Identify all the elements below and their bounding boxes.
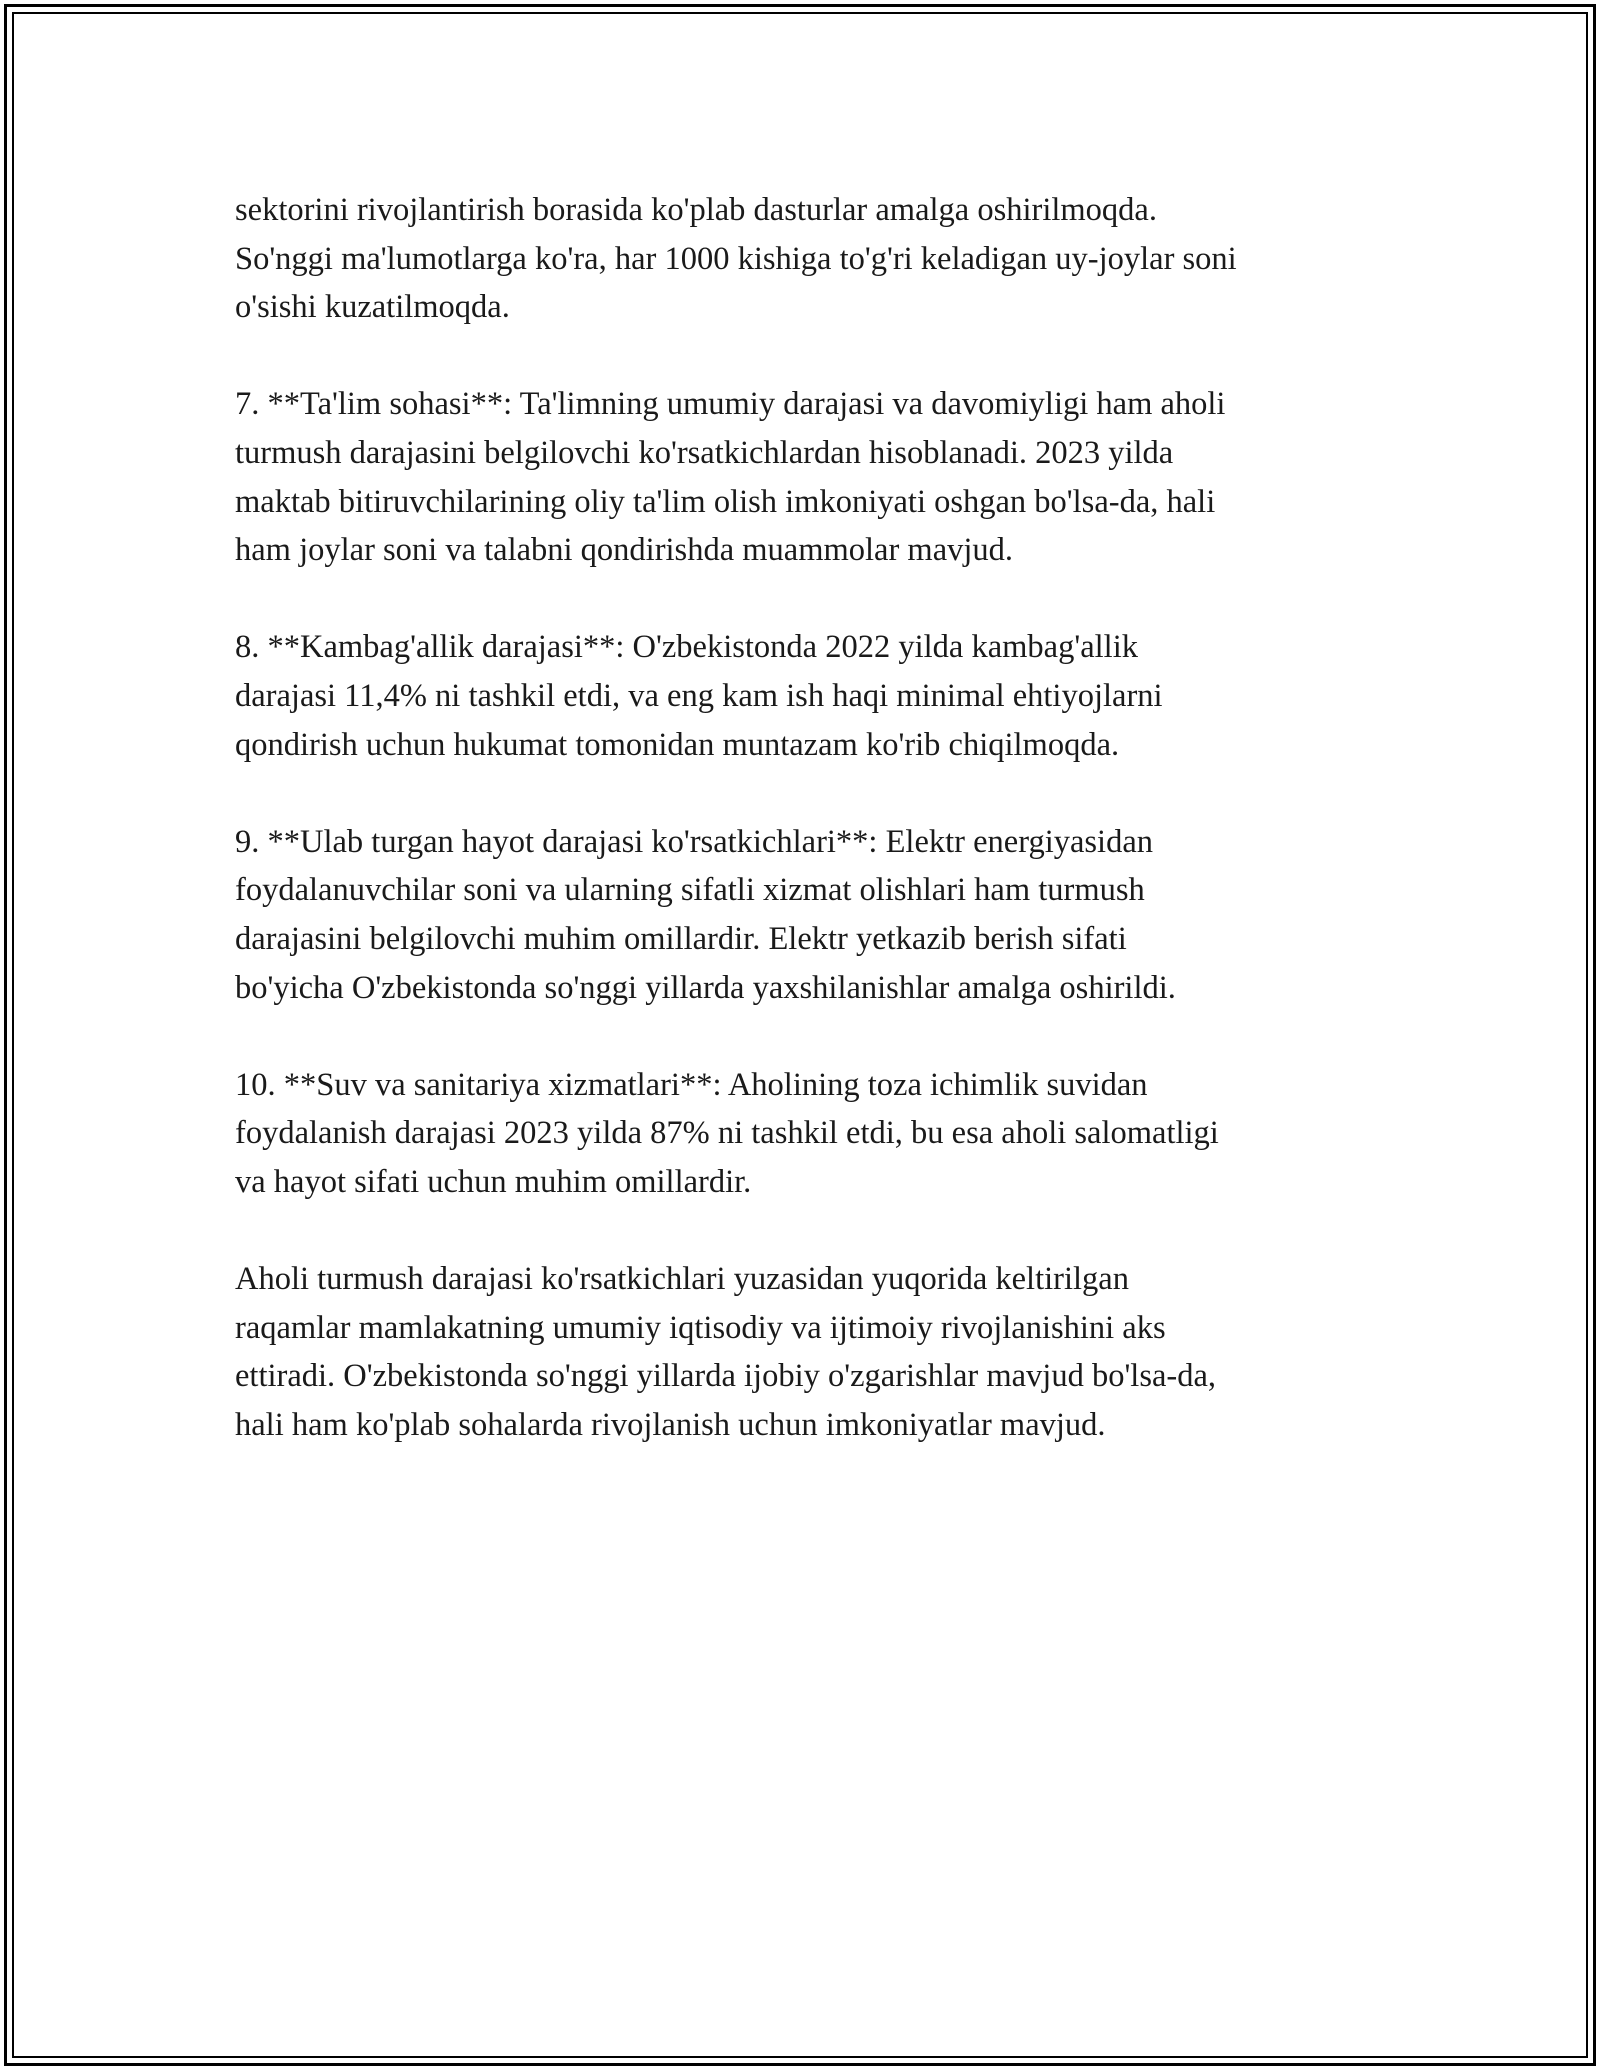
text-line: foydalanish darajasi 2023 yilda 87% ni tashkil etdi, bu esa aholi salomatligi xyxy=(235,1115,1219,1152)
text-line: va hayot sifati uchun muhim omillardir. xyxy=(235,1163,752,1200)
text-line: 7. **Ta'lim sohasi**: Ta'limning umumiy darajasi va davomiyligi ham aholi xyxy=(235,386,1226,423)
text-line: Aholi turmush darajasi ko'rsatkichlari yuzasidan yuqorida keltirilgan xyxy=(235,1261,1129,1298)
text-line: So'nggi ma'lumotlarga ko'ra, har 1000 kishiga to'g'ri keladigan uy-joylar soni xyxy=(235,240,1237,277)
text-line: darajasini belgilovchi muhim omillardir. Elektr yetkazib berish sifati xyxy=(235,920,1127,957)
paragraph-item-9-electricity xyxy=(235,818,1385,1012)
text-line: bo'yicha O'zbekistonda so'nggi yillarda yaxshilanishlar amalga oshirildi. xyxy=(235,969,1176,1006)
text-line: turmush darajasini belgilovchi ko'rsatkichlardan hisoblanadi. 2023 yilda xyxy=(235,434,1174,471)
text-line: hali ham ko'plab sohalarda rivojlanish uchun imkoniyatlar mavjud. xyxy=(235,1406,1106,1443)
paragraph-item-7-education xyxy=(235,380,1385,574)
text-line: 8. **Kambag'allik darajasi**: O'zbekistonda 2022 yilda kambag'allik xyxy=(235,629,1138,666)
text-line: o'sishi kuzatilmoqda. xyxy=(235,289,510,326)
text-line: qondirish uchun hukumat tomonidan muntazam ko'rib chiqilmoqda. xyxy=(235,726,1120,763)
text-line: raqamlar mamlakatning umumiy iqtisodiy va ijtimoiy rivojlanishini aks xyxy=(235,1309,1166,1346)
text-line: maktab bitiruvchilarining oliy ta'lim olish imkoniyati oshgan bo'lsa-da, hali xyxy=(235,483,1216,520)
paragraph-housing-continued xyxy=(235,186,1385,332)
paragraph-item-8-poverty xyxy=(235,623,1385,769)
text-line: foydalanuvchilar soni va ularning sifatli xizmat olishlari ham turmush xyxy=(235,872,1145,909)
paragraph-item-10-water xyxy=(235,1061,1385,1207)
text-line: darajasi 11,4% ni tashkil etdi, va eng kam ish haqi minimal ehtiyojlarni xyxy=(235,677,1163,714)
text-line: 10. **Suv va sanitariya xizmatlari**: Aholining toza ichimlik suvidan xyxy=(235,1066,1148,1103)
document-body xyxy=(235,186,1385,1498)
text-line: sektorini rivojlantirish borasida ko'plab dasturlar amalga oshirilmoqda. xyxy=(235,192,1157,228)
text-line: ham joylar soni va talabni qondirishda muammolar mavjud. xyxy=(235,532,1014,569)
text-line: 9. **Ulab turgan hayot darajasi ko'rsatkichlari**: Elektr energiyasidan xyxy=(235,823,1153,860)
paragraph-conclusion xyxy=(235,1255,1385,1449)
text-line: ettiradi. O'zbekistonda so'nggi yillarda ijobiy o'zgarishlar mavjud bo'lsa-da, xyxy=(235,1358,1217,1395)
